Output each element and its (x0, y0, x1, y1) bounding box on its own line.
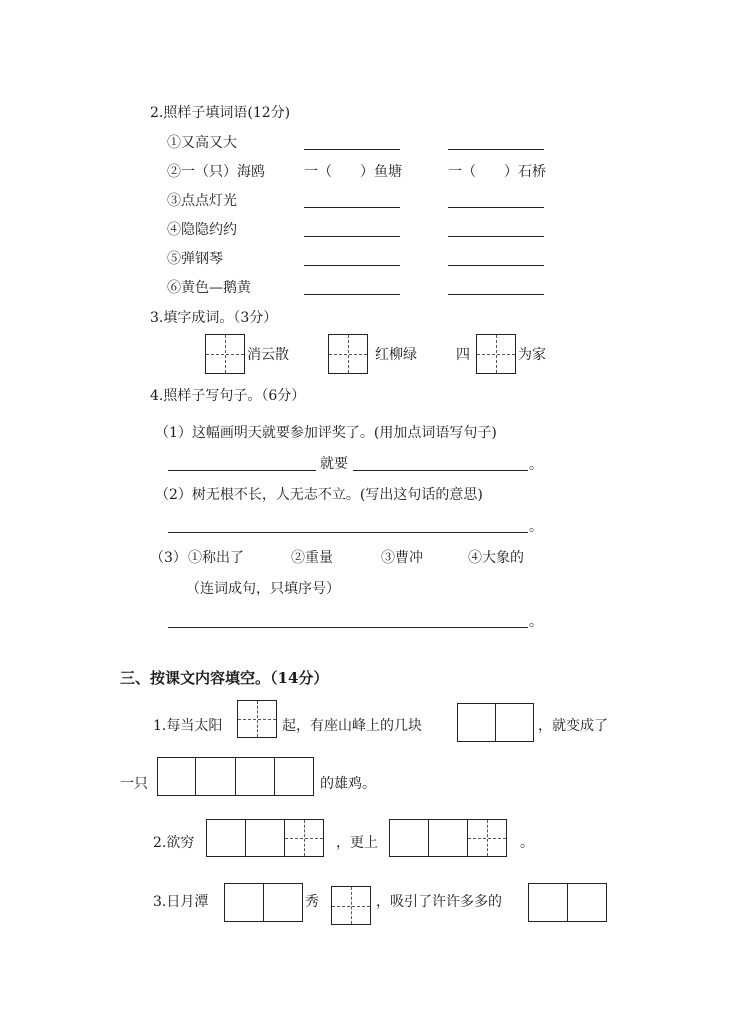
sec3-line-4-b: 秀 (305, 894, 319, 910)
q2-row-4-blank-1[interactable] (304, 236, 400, 237)
q3-box-1[interactable] (205, 334, 245, 374)
q4-s3-word-3: ③曹冲 (381, 550, 423, 566)
q2-row-1-blank-2[interactable] (448, 149, 544, 150)
sec3-box-10[interactable] (284, 819, 324, 857)
q4-title: 4.照样子写句子。（6分） (150, 388, 306, 404)
q4-s3-blank[interactable] (168, 627, 528, 628)
q2-row-3-label: ③点点灯光 (167, 193, 237, 209)
sec3-line-1-a: 1.每当太阳 (153, 718, 223, 734)
sec3-box-11[interactable] (389, 819, 429, 857)
sec3-line-4-c: ，吸引了许许多多的 (376, 894, 502, 910)
sec3-box-4[interactable] (157, 757, 196, 796)
sec3-box-15[interactable] (263, 883, 303, 922)
q2-row-3-blank-1[interactable] (304, 207, 400, 208)
q4-s1-connector: 就要 (320, 456, 348, 472)
sec3-line-3-c: 。 (520, 835, 534, 851)
q3-word-3: 四 (456, 347, 470, 363)
sec3-line-1-c: ，就变成了 (538, 718, 608, 734)
sec3-box-12[interactable] (428, 819, 468, 857)
sec3-box-2[interactable] (457, 703, 496, 742)
q2-row-6-blank-1[interactable] (304, 294, 400, 295)
q4-s1-period: 。 (529, 457, 543, 473)
q2-row-2-label: ②一（只）海鸥 (167, 164, 265, 180)
q2-row-5-label: ⑤弹钢琴 (167, 251, 223, 267)
sec3-box-13[interactable] (467, 819, 507, 857)
q2-row-5-blank-2[interactable] (448, 265, 544, 266)
sec3-box-8[interactable] (206, 819, 246, 857)
sec3-line-4-a: 3.日月潭 (153, 894, 209, 910)
q3-word-2: 红柳绿 (375, 347, 417, 363)
q2-row-1-label: ①又高又大 (167, 135, 237, 151)
q2-title: 2.照样子填词语(12分) (150, 105, 291, 121)
q2-row-4-blank-2[interactable] (448, 236, 544, 237)
sec3-line-2-b: 的雄鸡。 (320, 776, 376, 792)
q2-row-1-blank-1[interactable] (304, 149, 400, 150)
q2-row-5-blank-1[interactable] (304, 265, 400, 266)
sec3-box-16[interactable] (331, 886, 371, 925)
q4-s3-label: （3） (150, 550, 187, 566)
sec3-box-1[interactable] (237, 700, 277, 738)
sec3-line-2-a: 一只 (120, 776, 148, 792)
q3-word-4: 为家 (518, 347, 546, 363)
sec3-box-14[interactable] (224, 883, 264, 922)
sec3-line-1-b: 起，有座山峰上的几块 (282, 718, 422, 734)
sec3-box-5[interactable] (195, 757, 236, 796)
q4-s3-word-4: ④大象的 (468, 550, 524, 566)
sec3-line-3-b: ，更上 (336, 835, 378, 851)
sec3-line-3-a: 2.欲穷 (153, 835, 195, 851)
q2-row-2-blank-2[interactable]: 一（ ）石桥 (448, 164, 546, 180)
q2-row-2-blank-1[interactable]: 一（ ）鱼塘 (304, 164, 402, 180)
q3-box-2[interactable] (328, 334, 368, 374)
q3-title: 3.填字成词。（3分） (150, 310, 278, 326)
sec3-box-6[interactable] (235, 757, 275, 796)
q4-s3-word-1: ①称出了 (188, 550, 244, 566)
q2-row-6-label: ⑥黄色—鹅黄 (167, 280, 251, 296)
q4-sentence-1: （1）这幅画明天就要参加评奖了。(用加点词语写句子) (155, 425, 497, 441)
q2-row-6-blank-2[interactable] (448, 294, 544, 295)
q4-sentence-2: （2）树无根不长，人无志不立。(写出这句话的意思) (155, 487, 483, 503)
section-3-title: 三、按课文内容填空。（14分） (120, 669, 329, 687)
q2-row-4-label: ④隐隐约约 (167, 222, 237, 238)
q4-s3-period: 。 (529, 614, 543, 630)
q4-s1-blank-1[interactable] (168, 470, 316, 471)
q3-word-1: 消云散 (247, 347, 289, 363)
sec3-box-17[interactable] (528, 883, 568, 922)
sec3-box-3[interactable] (495, 703, 534, 742)
q4-s3-word-2: ②重量 (291, 550, 333, 566)
q4-s3-note: （连词成句，只填序号） (186, 581, 340, 597)
q4-s2-blank[interactable] (168, 532, 528, 533)
q4-s2-period: 。 (529, 519, 543, 535)
sec3-box-7[interactable] (274, 757, 314, 796)
q4-s1-blank-2[interactable] (353, 470, 528, 471)
sec3-box-18[interactable] (567, 883, 607, 922)
sec3-box-9[interactable] (245, 819, 285, 857)
q2-row-3-blank-2[interactable] (448, 207, 544, 208)
q3-box-3[interactable] (476, 334, 516, 374)
